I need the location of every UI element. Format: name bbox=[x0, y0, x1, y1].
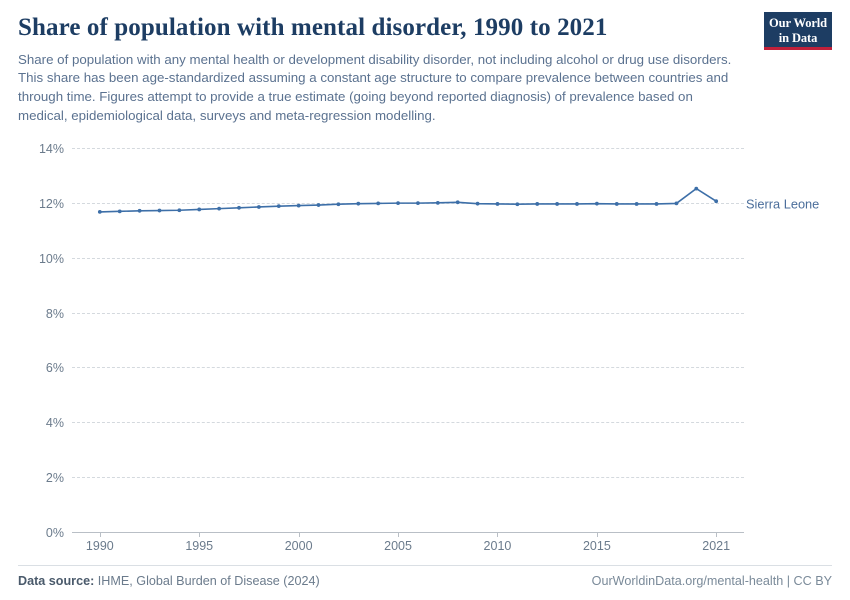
series-point[interactable] bbox=[635, 202, 639, 206]
y-axis-tick-label: 8% bbox=[45, 306, 64, 321]
our-world-in-data-logo[interactable] bbox=[764, 12, 832, 50]
y-axis-tick-label: 12% bbox=[38, 196, 64, 211]
series-point[interactable] bbox=[297, 204, 301, 208]
x-axis-tick-label: 2005 bbox=[384, 539, 412, 553]
series-point[interactable] bbox=[595, 202, 599, 206]
chart-footer bbox=[18, 565, 832, 588]
line-series-layer bbox=[72, 148, 744, 532]
data-source-text: IHME, Global Burden of Disease (2024) bbox=[97, 574, 320, 588]
series-point[interactable] bbox=[197, 208, 201, 212]
series-point[interactable] bbox=[535, 202, 539, 206]
x-axis-tick-mark bbox=[299, 532, 300, 537]
gridline bbox=[45, 526, 744, 540]
series-point[interactable] bbox=[376, 202, 380, 206]
x-axis-tick-label: 1990 bbox=[85, 539, 114, 553]
data-source bbox=[18, 574, 320, 588]
data-source-label: Data source: bbox=[18, 574, 95, 588]
page-title: Share of population with mental disorder, 1990 to 2021 bbox=[18, 14, 608, 41]
series-point[interactable] bbox=[615, 202, 619, 206]
y-axis-tick-label: 4% bbox=[45, 416, 64, 431]
x-axis-tick-label: 2021 bbox=[702, 539, 731, 553]
series-point[interactable] bbox=[356, 202, 360, 206]
series-point[interactable] bbox=[416, 201, 420, 205]
x-axis-tick-label: 2010 bbox=[483, 539, 512, 553]
series-point[interactable] bbox=[138, 209, 142, 213]
series-line bbox=[100, 189, 716, 212]
series-point[interactable] bbox=[575, 202, 579, 206]
series-point[interactable] bbox=[217, 207, 221, 211]
series-point[interactable] bbox=[177, 208, 181, 212]
x-axis-tick-mark bbox=[100, 532, 101, 537]
logo-line-2: in Data bbox=[778, 30, 818, 45]
series-point[interactable] bbox=[396, 201, 400, 205]
series-point[interactable] bbox=[257, 205, 261, 209]
logo-line-1: Our World bbox=[768, 16, 828, 30]
series-point[interactable] bbox=[118, 209, 122, 213]
x-axis-tick-mark bbox=[398, 532, 399, 537]
series-point[interactable] bbox=[655, 202, 659, 206]
series-point[interactable] bbox=[158, 209, 162, 213]
series-point[interactable] bbox=[98, 210, 102, 214]
x-axis-tick-label: 2000 bbox=[284, 539, 313, 553]
series-point[interactable] bbox=[675, 202, 679, 206]
x-axis-tick-label: 2015 bbox=[582, 539, 611, 553]
series-point[interactable] bbox=[337, 202, 341, 206]
y-axis-tick-label: 2% bbox=[45, 471, 64, 486]
series-point[interactable] bbox=[476, 202, 480, 206]
footer-attribution[interactable]: OurWorldinData.org/mental-health | CC BY bbox=[591, 574, 832, 588]
series-label-sierra-leone[interactable]: Sierra Leone bbox=[746, 196, 820, 212]
series-point[interactable] bbox=[515, 202, 519, 206]
x-axis-tick-label: 1995 bbox=[185, 539, 214, 553]
series-point[interactable] bbox=[714, 199, 718, 203]
x-axis-tick-mark bbox=[199, 532, 200, 537]
series-point[interactable] bbox=[317, 203, 321, 207]
x-axis-tick-mark bbox=[497, 532, 498, 537]
chart-area bbox=[18, 140, 832, 560]
series-point[interactable] bbox=[237, 206, 241, 210]
series-point[interactable] bbox=[456, 200, 460, 204]
chart-header bbox=[18, 14, 832, 126]
series-point[interactable] bbox=[277, 204, 281, 208]
y-axis-tick-label: 0% bbox=[45, 526, 64, 540]
y-axis-tick-label: 14% bbox=[38, 142, 64, 156]
series-point[interactable] bbox=[694, 187, 698, 191]
x-axis-tick-mark bbox=[716, 532, 717, 537]
series-point[interactable] bbox=[555, 202, 559, 206]
y-axis-tick-label: 10% bbox=[38, 251, 64, 266]
chart-subtitle: Share of population with any mental health or development disability disorder, not including alcohol or drug use disorders. This share has been age-standardized assuming a constant age structure to compare prevalence between countries and through time. Figures attempt to provide a true estimate (going beyond reported diagnosis) of prevalence based on medical, epidemiological data, surveys and meta-regression modelling. bbox=[18, 51, 732, 124]
x-axis-tick-mark bbox=[597, 532, 598, 537]
plot-region bbox=[38, 142, 820, 553]
series-point[interactable] bbox=[436, 201, 440, 205]
series-point[interactable] bbox=[496, 202, 500, 206]
y-axis-tick-label: 6% bbox=[45, 361, 64, 376]
